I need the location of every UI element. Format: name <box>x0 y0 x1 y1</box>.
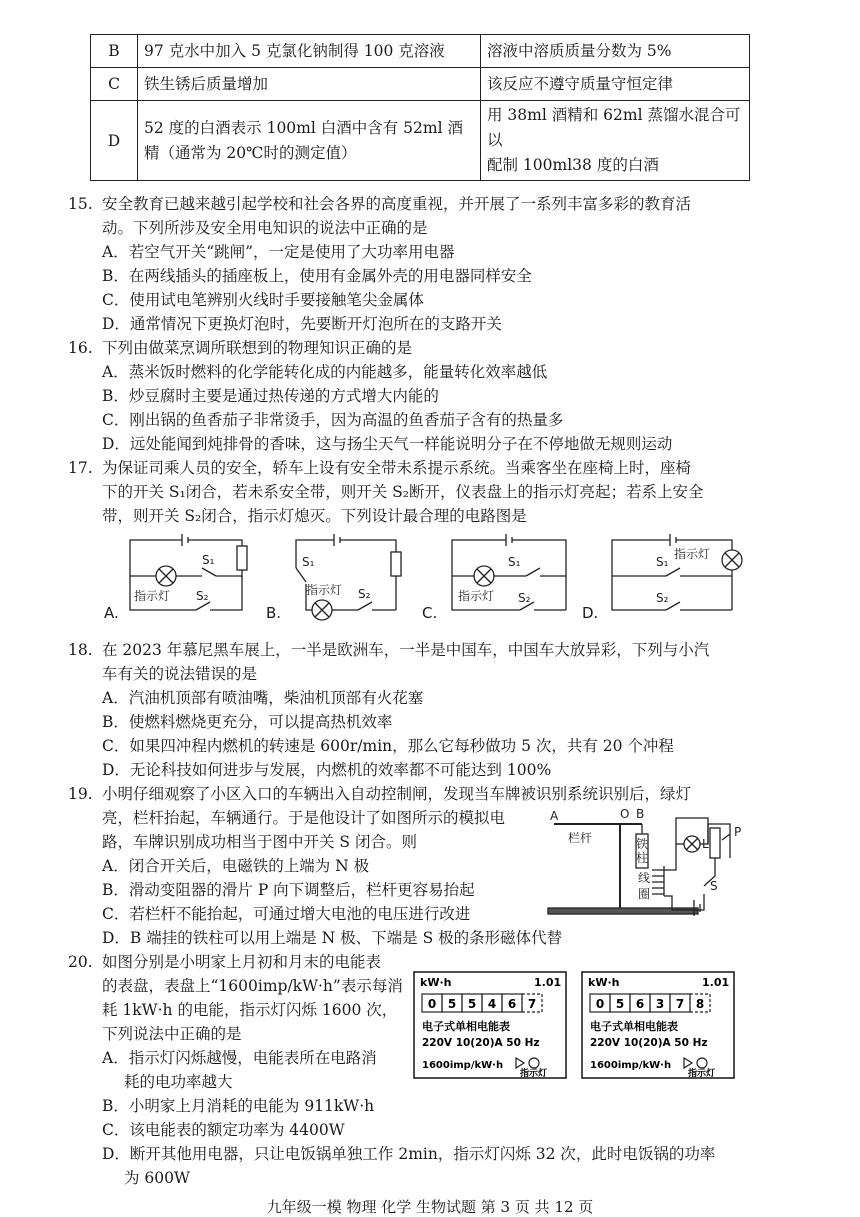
option-b: B．小明家上月消耗的电能为 911kW·h <box>102 1097 375 1115</box>
label-coil-1: 圈 <box>638 887 651 901</box>
meter-digit: 5 <box>447 997 457 1011</box>
circuit-options-figure <box>96 528 756 630</box>
row-right <box>481 101 750 181</box>
label-lamp: 指示灯 <box>134 589 171 603</box>
meter-unit: kW·h <box>588 976 620 989</box>
meter-digit: 3 <box>655 997 665 1011</box>
question-15 <box>68 192 691 216</box>
option-c: C．使用试电笔辨别火线时手要接触笔尖金属体 <box>102 291 424 309</box>
question-number: 20. <box>68 953 93 971</box>
meter-digit: 6 <box>507 997 517 1011</box>
meter-digit: 0 <box>595 997 605 1011</box>
label-lamp: 指示灯 <box>458 589 495 603</box>
row-key: C <box>91 68 138 101</box>
option-b: B．滑动变阻器的滑片 P 向下调整后，栏杆更容易抬起 <box>102 881 475 899</box>
meter-spec: 220V 10(20)A 50 Hz <box>422 1037 540 1049</box>
question-stem: 下的开关 S₁闭合，若未系安全带，则开关 S₂断开，仪表盘上的指示灯亮起；若系上安全 <box>102 483 704 501</box>
label-l: L <box>702 837 709 851</box>
question-stem: 下列说法中正确的是 <box>102 1025 242 1043</box>
meter-name: 电子式单相电能表 <box>422 1020 510 1033</box>
options-table <box>90 34 750 181</box>
label-a: A <box>550 809 559 823</box>
indicator-light-icon <box>529 1058 539 1068</box>
option-c: C．如果四冲程内燃机的转速是 600r/min，那么它每秒做功 5 次，共有 20 个冲程 <box>102 737 674 755</box>
label-lamp: 指示灯 <box>674 547 711 561</box>
meter-digit: 4 <box>487 997 497 1011</box>
play-icon <box>516 1058 524 1068</box>
option-c: C．该电能表的额定功率为 4400W <box>102 1121 345 1139</box>
circuit-option-c: C. <box>422 604 438 622</box>
question-number: 17. <box>68 459 93 477</box>
gate-circuit-figure <box>544 804 754 924</box>
question-20 <box>68 950 381 974</box>
row-left-line: 52 度的白酒表示 100ml 白酒中含有 52ml 酒 <box>144 118 463 137</box>
row-left: 97 克水中加入 5 克氯化钠制得 100 克溶液 <box>138 35 481 68</box>
label-b: B <box>636 807 645 821</box>
question-19 <box>68 782 691 806</box>
question-stem: 小明仔细观察了小区入口的车辆出入自动控制闸，发现当车牌被识别系统识别后，绿灯 <box>102 785 692 803</box>
question-stem: 车有关的说法错误的是 <box>102 665 258 683</box>
row-key: B <box>91 35 138 68</box>
question-16 <box>68 336 412 360</box>
option-a-cont: 耗的电功率越大 <box>124 1073 233 1091</box>
question-stem: 在 2023 年慕尼黑车展上，一半是欧洲车，一半是中国车，中国车大放异彩，下列与小汽 <box>102 641 710 659</box>
label-iron-1: 铁 <box>636 837 649 851</box>
label-s2: S₂ <box>518 591 531 605</box>
page-footer: 九年级一模 物理 化学 生物试题 第 3 页 共 12 页 <box>266 1198 594 1216</box>
option-b: B．使燃料燃烧更充分，可以提高热机效率 <box>102 713 393 731</box>
meter-unit: kW·h <box>420 976 452 989</box>
label-bar: 栏杆 <box>568 831 593 845</box>
option-a: A．蒸米饭时燃料的化学能转化成的内能越多，能量转化效率越低 <box>102 363 548 381</box>
row-right: 溶液中溶质质量分数为 5% <box>481 35 750 68</box>
play-icon <box>684 1058 692 1068</box>
label-o: O <box>620 807 630 821</box>
question-stem: 路，车牌识别成功相当于图中开关 S 闭合。则 <box>102 833 417 851</box>
label-s2: S₂ <box>358 587 371 601</box>
option-c: C．刚出锅的鱼香茄子非常烫手，因为高温的鱼香茄子含有的热量多 <box>102 411 564 429</box>
question-stem: 亮，栏杆抬起，车辆通行。于是他设计了如图所示的模拟电 <box>102 809 506 827</box>
option-d: D．B 端挂的铁柱可以用上端是 N 极、下端是 S 极的条形磁体代替 <box>102 929 563 947</box>
meter-digit: 8 <box>695 997 705 1011</box>
meter-digit: 7 <box>675 997 685 1011</box>
meter-digit: 6 <box>635 997 645 1011</box>
row-key: D <box>91 101 138 181</box>
circuit-b <box>296 534 401 620</box>
option-d: D．无论科技如何进步与发展，内燃机的效率都不可能达到 100% <box>102 761 552 779</box>
label-s1: S₁ <box>302 555 315 569</box>
question-stem: 动。下列所涉及安全用电知识的说法中正确的是 <box>102 219 428 237</box>
question-number: 19. <box>68 785 93 803</box>
circuit-option-b: B. <box>266 604 282 622</box>
energy-meters-figure <box>412 970 742 1082</box>
question-stem: 带，则开关 S₂闭合，指示灯熄灭。下列设计最合理的电路图是 <box>102 507 527 525</box>
question-number: 16. <box>68 339 93 357</box>
table-row <box>91 68 750 101</box>
row-left <box>138 101 481 181</box>
label-s2: S₂ <box>656 591 669 605</box>
label-iron-2: 柱 <box>636 851 649 865</box>
question-stem: 安全教育已越来越引起学校和社会各界的高度重视，并开展了一系列丰富多彩的教育活 <box>102 195 692 213</box>
table-row <box>91 35 750 68</box>
meter-version: 1.01 <box>534 976 562 989</box>
label-s1: S₁ <box>656 555 669 569</box>
option-a: A．若空气开关“跳闸”，一定是使用了大功率用电器 <box>102 243 455 261</box>
meter-digit: 0 <box>427 997 437 1011</box>
meter-digit: 7 <box>527 997 537 1011</box>
option-c: C．若栏杆不能抬起，可通过增大电池的电压进行改进 <box>102 905 471 923</box>
question-stem: 耗 1kW·h 的电能，指示灯闪烁 1600 次， <box>102 1001 398 1019</box>
question-stem: 为保证司乘人员的安全，轿车上设有安全带未系提示系统。当乘客坐在座椅上时，座椅 <box>102 459 692 477</box>
question-stem: 的表盘，表盘上“1600imp/kW·h”表示每消 <box>102 977 403 995</box>
question-number: 15. <box>68 195 93 213</box>
row-right-line: 配制 100ml38 度的白酒 <box>487 156 659 174</box>
table-row <box>91 101 750 181</box>
option-d: D．断开其他用电器，只让电饭锅单独工作 2min，指示灯闪烁 32 次，此时电饭锅的功率 <box>102 1145 716 1163</box>
label-coil-1: 线 <box>638 871 651 885</box>
meter-name: 电子式单相电能表 <box>590 1020 678 1033</box>
meter-digit: 5 <box>467 997 477 1011</box>
energy-meter-start <box>414 972 566 1079</box>
option-a: A．闭合开关后，电磁铁的上端为 N 极 <box>102 857 370 875</box>
meter-imp: 1600imp/kW·h <box>590 1060 672 1071</box>
label-p: P <box>734 825 742 839</box>
option-d-cont: 为 600W <box>124 1169 190 1187</box>
question-stem: 下列由做菜烹调所联想到的物理知识正确的是 <box>102 339 413 357</box>
label-lamp: 指示灯 <box>306 583 343 597</box>
label-s1: S₁ <box>202 553 215 567</box>
question-number: 18. <box>68 641 93 659</box>
meter-digit: 5 <box>615 997 625 1011</box>
indicator-light-icon <box>697 1058 707 1068</box>
option-b: B．在两线插头的插座板上，使用有金属外壳的用电器同样安全 <box>102 267 532 285</box>
row-right-line: 用 38ml 酒精和 62ml 蒸馏水混合可以 <box>487 106 741 149</box>
meter-imp: 1600imp/kW·h <box>422 1060 504 1071</box>
option-d: D．远处能闻到炖排骨的香味，这与扬尘天气一样能说明分子在不停地做无规则运动 <box>102 435 673 453</box>
row-left: 铁生锈后质量增加 <box>138 68 481 101</box>
question-stem: 如图分别是小明家上月初和月末的电能表 <box>102 953 382 971</box>
meter-spec: 220V 10(20)A 50 Hz <box>590 1037 708 1049</box>
circuit-option-d: D. <box>582 604 599 622</box>
circuit-option-a: A. <box>104 604 119 622</box>
question-18 <box>68 638 709 662</box>
option-d: D．通常情况下更换灯泡时，先要断开灯泡所在的支路开关 <box>102 315 502 333</box>
energy-meter-end <box>582 972 734 1079</box>
circuit-d <box>612 534 742 610</box>
option-a: A．汽油机顶部有喷油嘴，柴油机顶部有火花塞 <box>102 689 424 707</box>
meter-indicator-label: 指示灯 <box>520 1069 548 1079</box>
option-b: B．炒豆腐时主要是通过热传递的方式增大内能的 <box>102 387 439 405</box>
question-17 <box>68 456 691 480</box>
label-s1: S₁ <box>508 555 521 569</box>
label-s: S <box>710 879 718 893</box>
row-right: 该反应不遵守质量守恒定律 <box>481 68 750 101</box>
option-a: A．指示灯闪烁越慢，电能表所在电路消 <box>102 1049 377 1067</box>
row-left-line: 精（通常为 20℃时的测定值） <box>144 143 357 162</box>
meter-version: 1.01 <box>702 976 730 989</box>
meter-indicator-label: 指示灯 <box>688 1069 716 1079</box>
label-s2: S₂ <box>196 589 209 603</box>
